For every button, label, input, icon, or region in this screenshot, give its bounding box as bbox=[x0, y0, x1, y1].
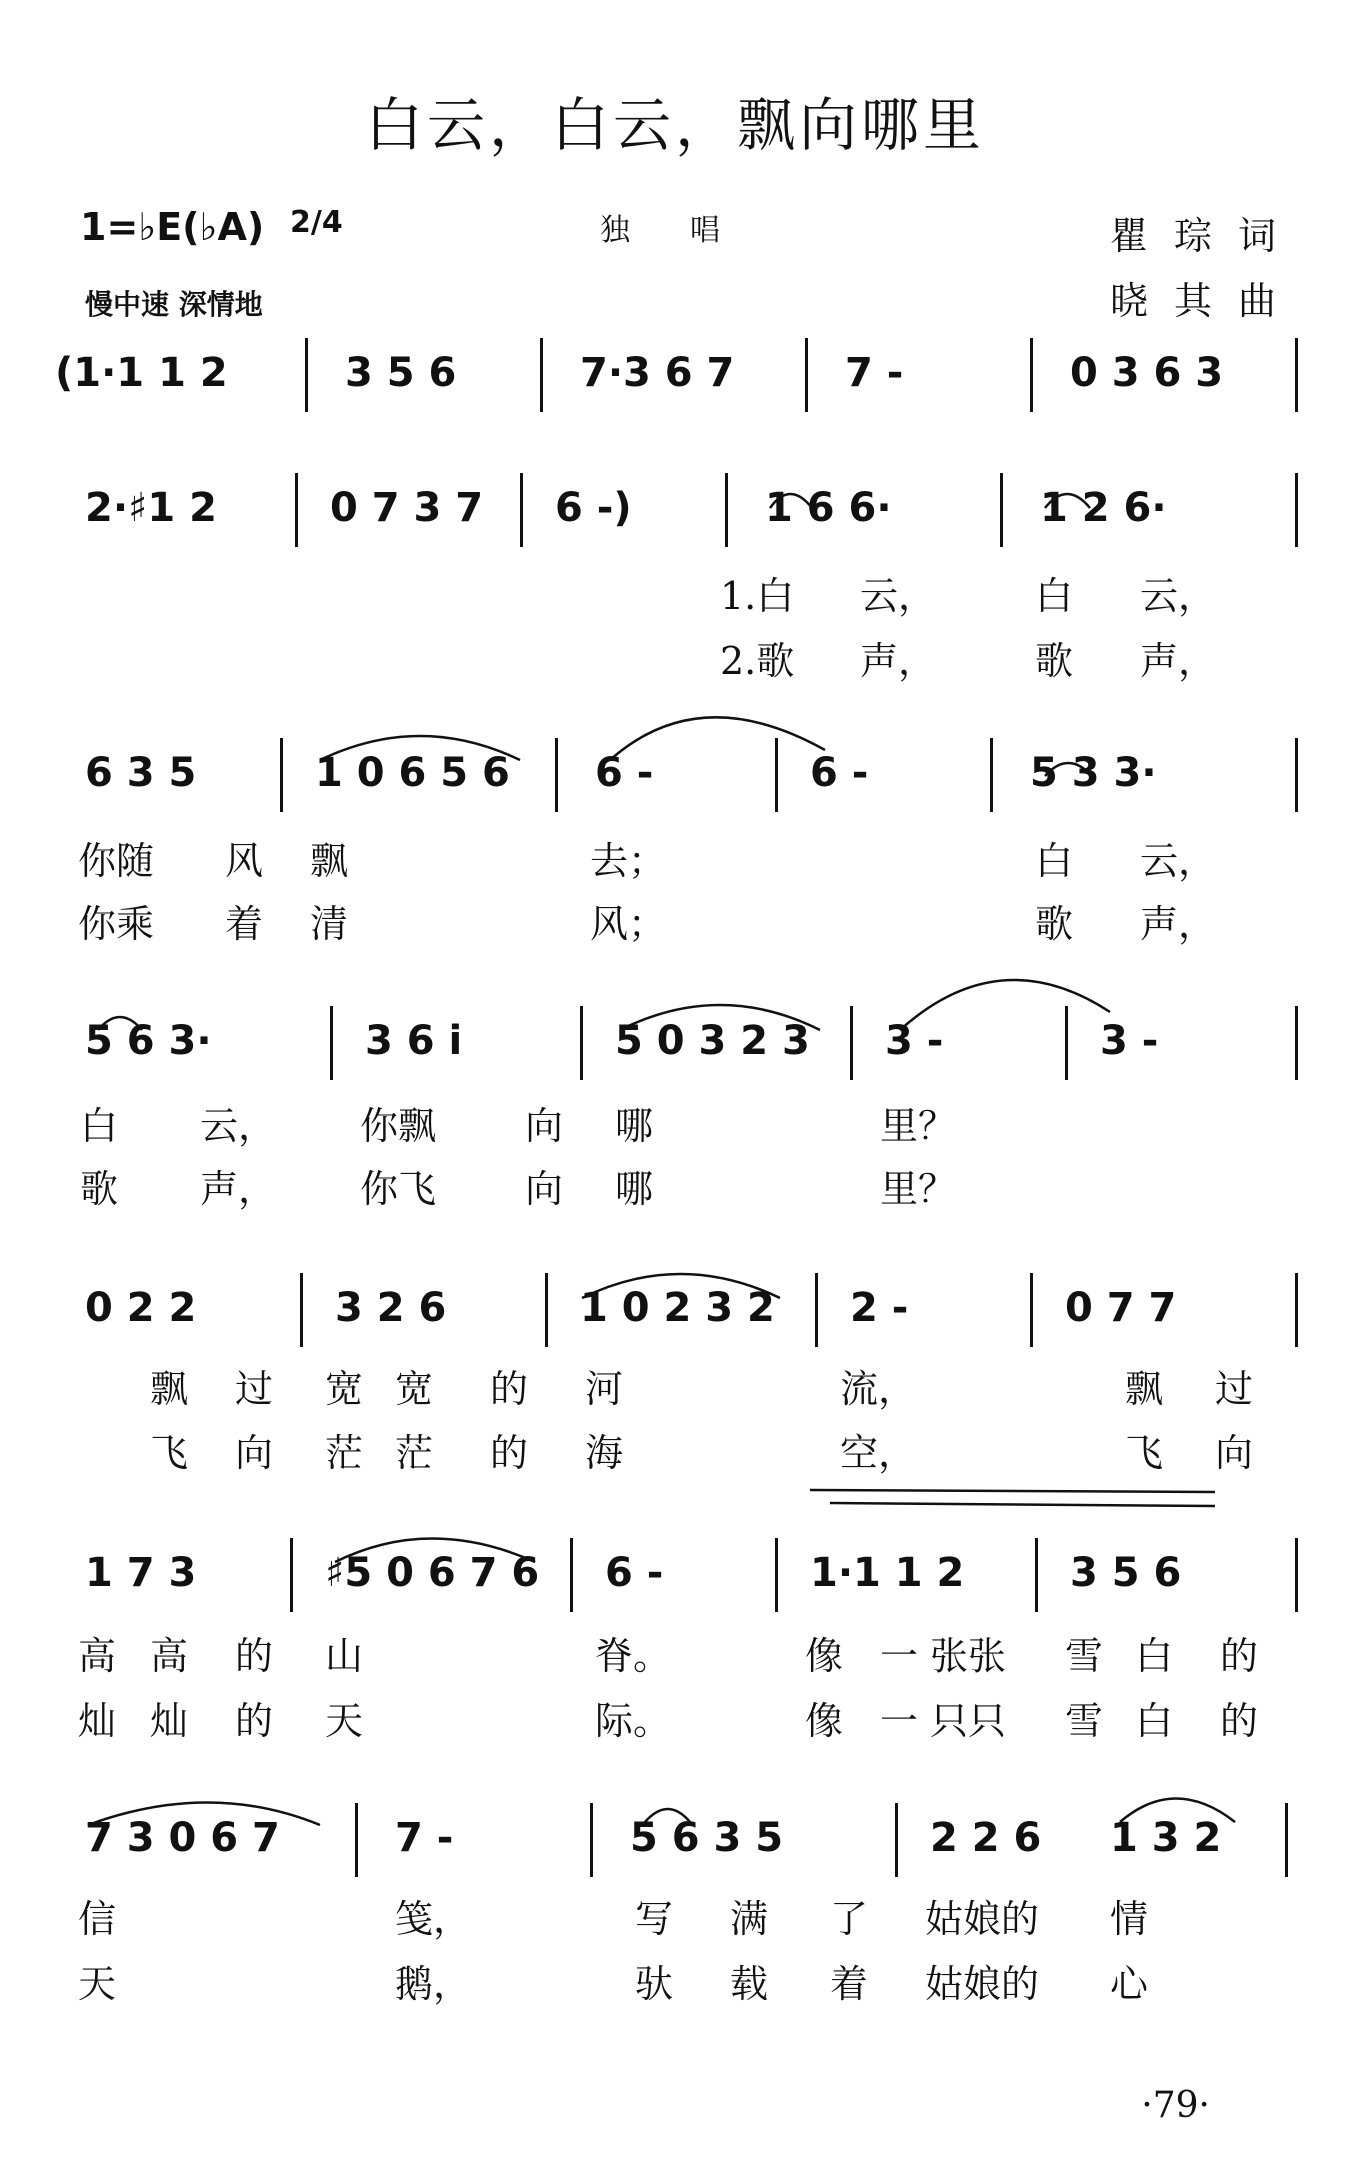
lyric: 流， bbox=[840, 1367, 917, 1411]
lyric: 云， bbox=[860, 574, 937, 618]
lyric: 声， bbox=[1140, 639, 1217, 683]
lyric: 2.歌 bbox=[720, 639, 795, 683]
lyric: 宽 bbox=[395, 1367, 434, 1411]
lyric: 灿 bbox=[150, 1699, 189, 1743]
lyric: 清 bbox=[310, 902, 349, 946]
lyric: 载 bbox=[730, 1962, 769, 2006]
lyric: 脊。 bbox=[595, 1634, 672, 1678]
lyric: 山 bbox=[325, 1634, 364, 1678]
slur bbox=[1120, 1799, 1235, 1823]
measure: 1 3 2 bbox=[1110, 1815, 1222, 1861]
measure: 2·♯1 2 bbox=[85, 485, 217, 531]
lyric: 里？ bbox=[880, 1167, 957, 1211]
lyric: 的 bbox=[1220, 1634, 1259, 1678]
lyric: 心 bbox=[1110, 1962, 1149, 2006]
measure: 7 - bbox=[845, 350, 904, 396]
lyric: 茫 bbox=[395, 1431, 434, 1475]
lyric: 飘 bbox=[310, 839, 349, 883]
measure: (1·1 1 2 bbox=[55, 350, 228, 396]
lyric: 去； bbox=[590, 839, 667, 883]
tie bbox=[610, 717, 825, 760]
page-number: ·79· bbox=[1141, 2085, 1210, 2126]
measure: 1 0 2 3 2 bbox=[580, 1285, 775, 1331]
measure: 2 - bbox=[850, 1285, 909, 1331]
measure: 3 - bbox=[885, 1018, 944, 1064]
crescendo-line bbox=[830, 1503, 1215, 1506]
measure: 1 7 3 bbox=[85, 1550, 197, 1596]
lyric: 飘 bbox=[150, 1367, 189, 1411]
lyric: 际。 bbox=[595, 1699, 672, 1743]
slur bbox=[582, 1274, 780, 1298]
lyric: 云， bbox=[1140, 839, 1217, 883]
lyric: 飘 bbox=[1125, 1367, 1164, 1411]
lyric: 风 bbox=[225, 839, 264, 883]
measure: 7·3 6 7 bbox=[580, 350, 735, 396]
measure: 3 2 6 bbox=[335, 1285, 447, 1331]
measure: 6 - bbox=[595, 750, 654, 796]
lyric: 白 bbox=[1135, 1699, 1174, 1743]
measure: 1·1 1 2 bbox=[810, 1550, 965, 1596]
measure: 5 3 3· bbox=[1030, 750, 1157, 796]
lyric: 向 bbox=[235, 1431, 274, 1475]
lyric: 雪 bbox=[1065, 1699, 1104, 1743]
measure: 7 3 0 6 7 bbox=[85, 1815, 280, 1861]
lyric: 了 bbox=[830, 1897, 869, 1941]
lyric: 雪 bbox=[1065, 1634, 1104, 1678]
lyric: 过 bbox=[235, 1367, 274, 1411]
lyric: 满 bbox=[730, 1897, 769, 1941]
fermata-slur bbox=[1045, 763, 1092, 776]
lyric: 河 bbox=[585, 1367, 624, 1411]
lyric: 哪 bbox=[615, 1167, 654, 1211]
measure: 1 6 6· bbox=[765, 485, 892, 531]
lyric: 茫 bbox=[325, 1431, 364, 1475]
lyric: 歌 bbox=[1035, 902, 1074, 946]
fermata-slur bbox=[645, 1809, 690, 1822]
fermata-slur bbox=[770, 494, 812, 508]
measure: 0 3 6 3 bbox=[1070, 350, 1224, 396]
lyric: 歌 bbox=[1035, 639, 1074, 683]
slur bbox=[88, 1803, 320, 1826]
lyric: 向 bbox=[1215, 1431, 1254, 1475]
measure: 6 - bbox=[810, 750, 869, 796]
measure: 3 5 6 bbox=[1070, 1550, 1182, 1596]
lyric: 你飞 bbox=[360, 1167, 437, 1211]
lyric: 哪 bbox=[615, 1104, 654, 1148]
lyric: 白 bbox=[1135, 1634, 1174, 1678]
measure: 2 2 6 bbox=[930, 1815, 1042, 1861]
measure: 5 6 3· bbox=[85, 1018, 212, 1064]
measure: 5 0 3 2 3 bbox=[615, 1018, 810, 1064]
measure: 0 7 7 bbox=[1065, 1285, 1177, 1331]
lyric: 云， bbox=[200, 1104, 277, 1148]
lyric: 过 bbox=[1215, 1367, 1254, 1411]
lyric: 向 bbox=[525, 1167, 564, 1211]
measure: 0 7 3 7 bbox=[330, 485, 484, 531]
lyric: 的 bbox=[490, 1431, 529, 1475]
lyric: 里？ bbox=[880, 1104, 957, 1148]
lyric: 云， bbox=[1140, 574, 1217, 618]
fermata-slur bbox=[1045, 494, 1090, 508]
lyric: 只只 bbox=[930, 1699, 1007, 1743]
lyric: 你随 bbox=[78, 839, 155, 883]
measure: ♯5 0 6 7 6 bbox=[325, 1550, 540, 1596]
lyric: 驮 bbox=[635, 1962, 674, 2006]
lyric: 信 bbox=[78, 1897, 117, 1941]
measure: 3 5 6 bbox=[345, 350, 457, 396]
lyric: 一 bbox=[880, 1634, 919, 1678]
lyric: 空， bbox=[840, 1431, 917, 1475]
measure: 1 2 6· bbox=[1040, 485, 1167, 531]
lyric: 张张 bbox=[930, 1634, 1007, 1678]
lyric: 海 bbox=[585, 1431, 624, 1475]
slur bbox=[620, 1005, 820, 1030]
lyric: 宽 bbox=[325, 1367, 364, 1411]
lyric: 写 bbox=[635, 1897, 674, 1941]
lyric: 姑娘的 bbox=[925, 1897, 1040, 1941]
lyric: 着 bbox=[830, 1962, 869, 2006]
measure: 3 - bbox=[1100, 1018, 1159, 1064]
measure: 1 0 6 5 6 bbox=[315, 750, 510, 796]
lyric: 的 bbox=[490, 1367, 529, 1411]
time-signature: 2/4 bbox=[290, 205, 343, 240]
lyric: 天 bbox=[325, 1699, 364, 1743]
measure: 6 - bbox=[605, 1550, 664, 1596]
lyric: 姑娘的 bbox=[925, 1962, 1040, 2006]
lyric: 的 bbox=[235, 1634, 274, 1678]
lyric: 着 bbox=[225, 902, 264, 946]
slur bbox=[335, 1539, 535, 1563]
measure: 3 6 i bbox=[365, 1018, 463, 1064]
slur bbox=[320, 736, 520, 760]
lyric: 高 bbox=[78, 1634, 117, 1678]
fermata-slur bbox=[98, 1017, 142, 1030]
lyric: 一 bbox=[880, 1699, 919, 1743]
performance-mode: 独唱 bbox=[600, 213, 780, 248]
lyric: 白 bbox=[1035, 839, 1074, 883]
measure: 7 - bbox=[395, 1815, 454, 1861]
lyric: 风； bbox=[590, 902, 667, 946]
lyric: 向 bbox=[525, 1104, 564, 1148]
lyric: 声， bbox=[200, 1167, 277, 1211]
measure: 5 6 3 5 bbox=[630, 1815, 784, 1861]
lyric: 像 bbox=[805, 1634, 844, 1678]
crescendo-line bbox=[810, 1490, 1215, 1492]
lyricist-credit: 瞿琮词 bbox=[1110, 214, 1303, 258]
lyric: 的 bbox=[235, 1699, 274, 1743]
lyric: 声， bbox=[860, 639, 937, 683]
lyric: 白 bbox=[80, 1104, 119, 1148]
tempo-marking: 慢中速 深情地 bbox=[85, 288, 263, 321]
lyric: 天 bbox=[78, 1962, 117, 2006]
lyric: 歌 bbox=[80, 1167, 119, 1211]
lyric: 灿 bbox=[78, 1699, 117, 1743]
lyric: 高 bbox=[150, 1634, 189, 1678]
key-signature: 1=♭E(♭A) bbox=[80, 205, 265, 249]
lyric: 飞 bbox=[150, 1431, 189, 1475]
lyric: 像 bbox=[805, 1699, 844, 1743]
measure: 6 -) bbox=[555, 485, 632, 531]
lyric: 鹅， bbox=[395, 1962, 472, 2006]
lyric: 情 bbox=[1110, 1897, 1149, 1941]
lyric: 你乘 bbox=[78, 902, 155, 946]
lyric: 你飘 bbox=[360, 1104, 437, 1148]
measure: 0 2 2 bbox=[85, 1285, 197, 1331]
lyric: 声， bbox=[1140, 902, 1217, 946]
lyric: 白 bbox=[1035, 574, 1074, 618]
lyric: 飞 bbox=[1125, 1431, 1164, 1475]
composer-credit: 晓其曲 bbox=[1110, 279, 1303, 323]
tie bbox=[900, 980, 1110, 1030]
lyric: 笺， bbox=[395, 1897, 472, 1941]
song-title: 白云，白云，飘向哪里 bbox=[364, 91, 985, 159]
lyric: 的 bbox=[1220, 1699, 1259, 1743]
measure: 6 3 5 bbox=[85, 750, 197, 796]
lyric: 1.白 bbox=[720, 574, 795, 618]
